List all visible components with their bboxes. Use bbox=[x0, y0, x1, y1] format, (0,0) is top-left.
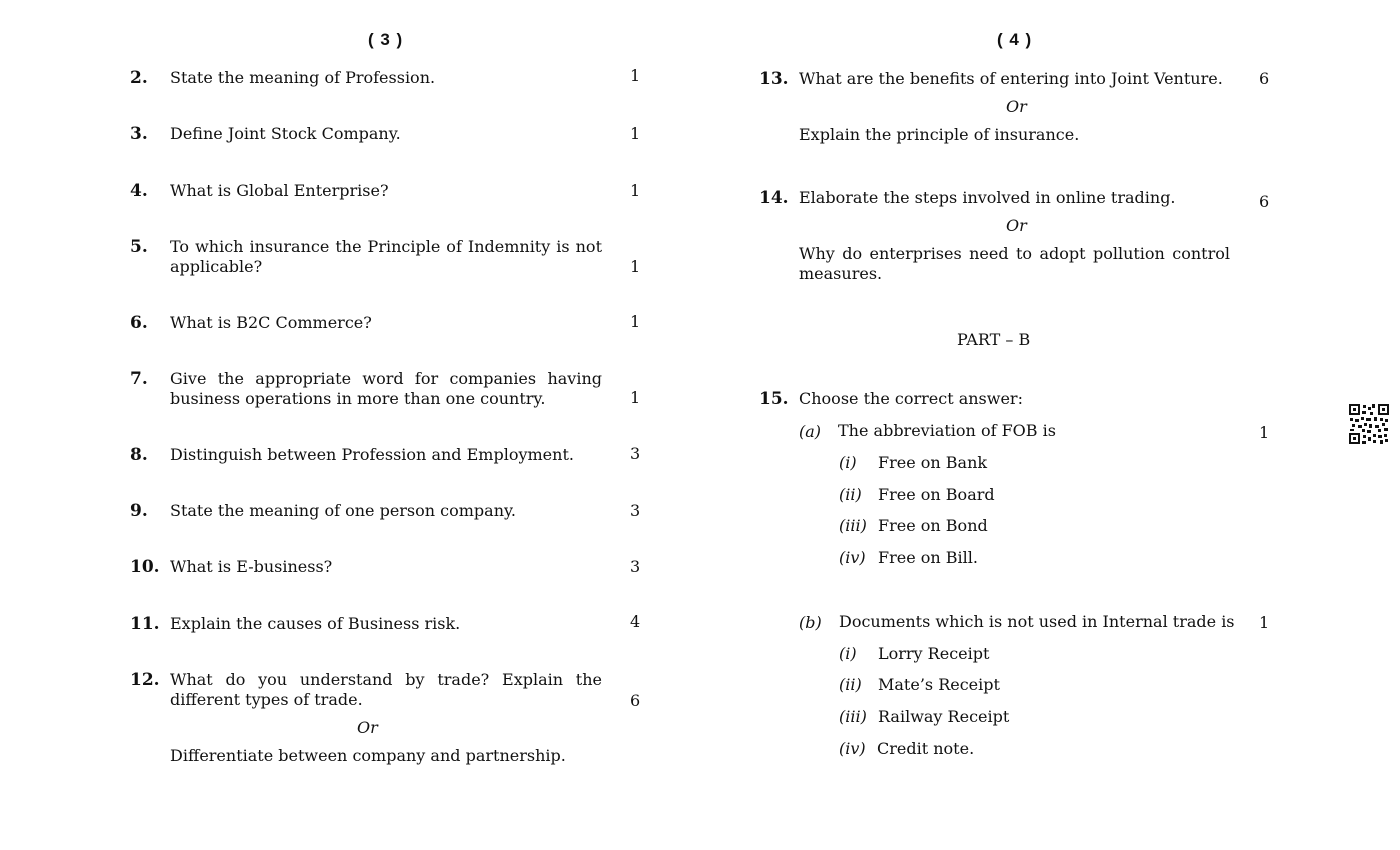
question-text: Distinguish between Profession and Employment. bbox=[170, 445, 574, 464]
sub-question-label: (b) bbox=[799, 613, 822, 632]
marks: 1 bbox=[1259, 613, 1270, 632]
option-label: (iv) bbox=[839, 739, 866, 758]
question-number: 11. bbox=[130, 614, 160, 634]
question-number: 2. bbox=[130, 68, 148, 88]
option-text: Credit note. bbox=[877, 739, 975, 758]
question-number: 15. bbox=[759, 389, 789, 409]
page-number-right: ( 4 ) bbox=[997, 30, 1033, 49]
question-number: 3. bbox=[130, 124, 148, 144]
marks: 1 bbox=[630, 66, 641, 85]
option-text: Free on Bill. bbox=[878, 548, 978, 567]
question-text: State the meaning of one person company. bbox=[170, 501, 517, 520]
option-text: Free on Bond bbox=[878, 516, 988, 535]
alternative-question: Differentiate between company and partnership. bbox=[170, 746, 566, 765]
question-text: Define Joint Stock Company. bbox=[170, 124, 401, 143]
option-label: (i) bbox=[839, 644, 857, 663]
question-text: Give the appropriate word for companies having business operations in more than one country. bbox=[170, 369, 602, 408]
alternative-question: Explain the principle of insurance. bbox=[799, 125, 1080, 144]
option-label: (ii) bbox=[839, 485, 862, 504]
question-text: Choose the correct answer: bbox=[799, 389, 1023, 408]
marks: 1 bbox=[630, 312, 641, 331]
marks: 4 bbox=[630, 612, 641, 631]
part-b-heading: PART – B bbox=[957, 330, 1031, 349]
marks: 1 bbox=[630, 124, 641, 143]
question-text: What is E-business? bbox=[170, 557, 333, 576]
question-number: 14. bbox=[759, 188, 789, 208]
marks: 1 bbox=[630, 388, 641, 407]
question-number: 5. bbox=[130, 237, 148, 257]
alternative-question: Why do enterprises need to adopt pollution control measures. bbox=[799, 244, 1230, 283]
question-text: What do you understand by trade? Explain the different types of trade. bbox=[170, 670, 602, 709]
or-separator: Or bbox=[1006, 97, 1027, 116]
marks: 1 bbox=[1259, 423, 1270, 442]
question-number: 8. bbox=[130, 445, 148, 465]
question-number: 6. bbox=[130, 313, 148, 333]
option-text: Mate’s Receipt bbox=[878, 675, 1000, 694]
question-text: Elaborate the steps involved in online trading. bbox=[799, 188, 1176, 207]
option-text: Free on Bank bbox=[878, 453, 988, 472]
marks: 6 bbox=[630, 691, 641, 710]
option-label: (i) bbox=[839, 453, 857, 472]
option-label: (iii) bbox=[839, 516, 867, 535]
question-number: 7. bbox=[130, 369, 148, 389]
marks: 1 bbox=[630, 181, 641, 200]
marks: 1 bbox=[630, 257, 641, 276]
or-separator: Or bbox=[357, 718, 378, 737]
or-separator: Or bbox=[1006, 216, 1027, 235]
question-number: 12. bbox=[130, 670, 160, 690]
marks: 6 bbox=[1259, 192, 1270, 211]
question-number: 4. bbox=[130, 181, 148, 201]
sub-question-text: Documents which is not used in Internal trade is bbox=[839, 612, 1235, 631]
question-number: 9. bbox=[130, 501, 148, 521]
marks: 3 bbox=[630, 444, 641, 463]
option-text: Lorry Receipt bbox=[878, 644, 990, 663]
qr-code-icon bbox=[1349, 404, 1389, 444]
sub-question-label: (a) bbox=[799, 422, 822, 441]
sub-question-text: The abbreviation of FOB is bbox=[838, 421, 1056, 440]
question-number: 10. bbox=[130, 557, 160, 577]
option-text: Free on Board bbox=[878, 485, 995, 504]
question-text: What is B2C Commerce? bbox=[170, 313, 372, 332]
option-label: (ii) bbox=[839, 675, 862, 694]
question-text: State the meaning of Profession. bbox=[170, 68, 436, 87]
option-label: (iv) bbox=[839, 548, 866, 567]
option-text: Railway Receipt bbox=[878, 707, 1010, 726]
question-text: What are the benefits of entering into Joint Venture. bbox=[799, 69, 1223, 88]
question-text: What is Global Enterprise? bbox=[170, 181, 389, 200]
option-label: (iii) bbox=[839, 707, 867, 726]
page-number-left: ( 3 ) bbox=[368, 30, 404, 49]
question-text: Explain the causes of Business risk. bbox=[170, 614, 461, 633]
marks: 3 bbox=[630, 557, 641, 576]
marks: 3 bbox=[630, 501, 641, 520]
marks: 6 bbox=[1259, 69, 1270, 88]
question-text: To which insurance the Principle of Indemnity is not applicable? bbox=[170, 237, 602, 276]
question-number: 13. bbox=[759, 69, 789, 89]
